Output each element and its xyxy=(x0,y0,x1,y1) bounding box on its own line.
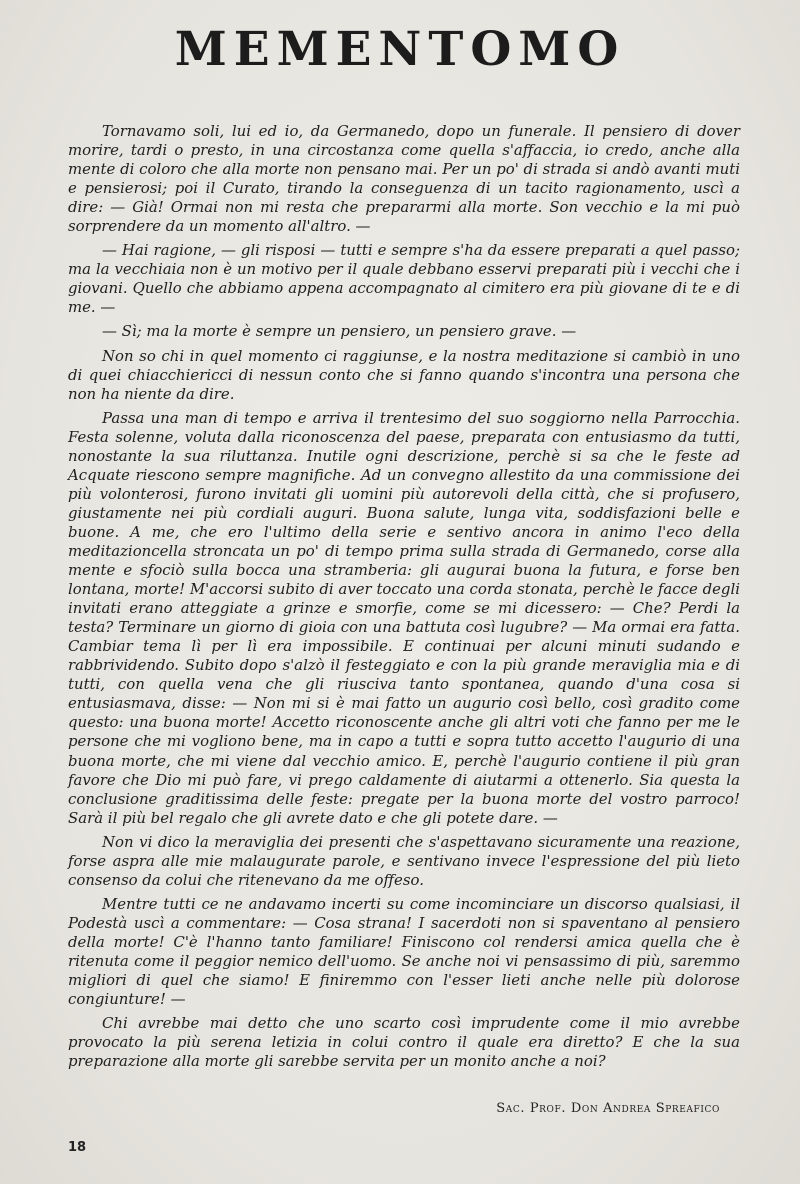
paragraph-1: Tornavamo soli, lui ed io, da Germanedo, dopo un funerale. Il pensiero di dover morire, tardi o presto, in una circostanza come quella s'affaccia, io credo, anche alla mente di coloro che alla morte non pensano mai. Per un po' di strada si andò avanti muti e pensierosi; poi il Curato, tirando la conseguenza di un tacito ragionamento, uscì a dire: — Già! Ormai non mi resta che prepararmi alla morte. Son vecchio e la mi può sorprendere da un momento all'altro. — xyxy=(68,122,740,236)
page-number: 18 xyxy=(68,1140,87,1155)
paragraph-6: Non vi dico la meraviglia dei presenti che s'aspettavano sicuramente una reazione, forse aspra alle mie malaugurate parole, e sentivano invece l'espressione del più lieto consenso da colui che ritenevano da me offeso. xyxy=(68,832,740,889)
paragraph-5: Passa una man di tempo e arriva il trentesimo del suo soggiorno nella Parrocchia. Festa solenne, voluta dalla riconoscenza del paese, preparata con entusiasmo da tutti, nonostante la sua riluttanza. Inutile ogni descrizione, perchè si sa che le feste ad Acquate riescono sempre magnifiche. Ad un convegno allestito da una commissione dei più volonterosi, furono invitati gli uomini più autorevoli della città, che si profusero, giustamente nei più cordiali auguri. Buona salute, lunga vita, soddisfazioni belle e buone. A me, che ero l'ultimo della serie e sentivo ancora in animo l'eco della meditazioncella stroncata un po' di tempo prima sulla strada di Germanedo, corse alla mente e sfociò sulla bocca una stramberia: gli augurai buona la futura, e forse ben lontana, morte! M'accorsi subito di aver toccato una corda stonata, perchè le facce degli invitati erano atteggiate a grinze e smorfie, come se mi dicessero: — Che? Perdi la testa? Terminare un giorno di gioia con una battuta così lugubre? — Ma ormai era fatta. Cambiar tema lì per lì era impossibile. E continuai per alcuni minuti sudando e rabbrividendo. Subito dopo s'alzò il festeggiato e con la più grande meraviglia mia e di tutti, con quella vena che gli riusciva tanto spontanea, quando d'una cosa si entusiasmava, disse: — Non mi si è mai fatto un augurio così bello, così gradito come questo: una buona morte! Accetto riconoscente anche gli altri voti che fanno per me le persone che mi vogliono bene, ma in capo a tutti e sopra tutto accetto l'augurio di una buona morte, che mi viene dal vecchio amico. E, perchè l'augurio contiene il più gran favore che Dio mi può fare, vi prego caldamente di aiutarmi a ottenerlo. Sia questa la conclusione graditissima delle feste: pregate per la buona morte del vostro parroco! Sarà il più bel regalo che gli avrete dato e che gli potete dare. — xyxy=(68,408,740,827)
paragraph-7: Mentre tutti ce ne andavamo incerti su come incominciare un discorso qualsiasi, il Podestà uscì a commentare: — Cosa strana! I sacerdoti non si spaventano al pensiero della morte! C'è l'hanno tanto familiare! Finiscono col rendersi amica quella che è ritenuta come il peggior nemico dell'uomo. Se anche noi vi pensassimo di più, saremmo migliori di quel che siamo! E finiremmo con l'esser lieti anche nelle più dolorose congiunture! — xyxy=(68,894,740,1009)
paragraph-2: — Hai ragione, — gli risposi — tutti e sempre s'ha da essere preparati a quel passo; ma la vecchiaia non è un motivo per il quale debbano esservi preparati più i vecchi che i giovani. Quello che abbiamo appena accompagnato al cimitero era più giovane di te e di me. — xyxy=(68,241,740,317)
paragraph-4: Non so chi in quel momento ci raggiunse, e la nostra meditazione si cambiò in uno di quei chiacchiericci di nessun conto che si fanno quando s'incontra una persona che non ha niente da dire. xyxy=(68,346,740,403)
author-signature: Sac. Prof. Don Andrea Spreafico xyxy=(496,1101,720,1116)
article-title: MEMENTOMO xyxy=(174,22,626,77)
paragraph-8: Chi avrebbe mai detto che uno scarto così imprudente come il mio avrebbe provocato la più serena letizia in colui contro il quale era diretto? E che la sua preparazione alla morte gli sarebbe servita per un monito anche a noi? xyxy=(68,1014,740,1071)
article-body xyxy=(68,122,740,1076)
paragraph-3: — Sì; ma la morte è sempre un pensiero, un pensiero grave. — xyxy=(102,322,577,341)
